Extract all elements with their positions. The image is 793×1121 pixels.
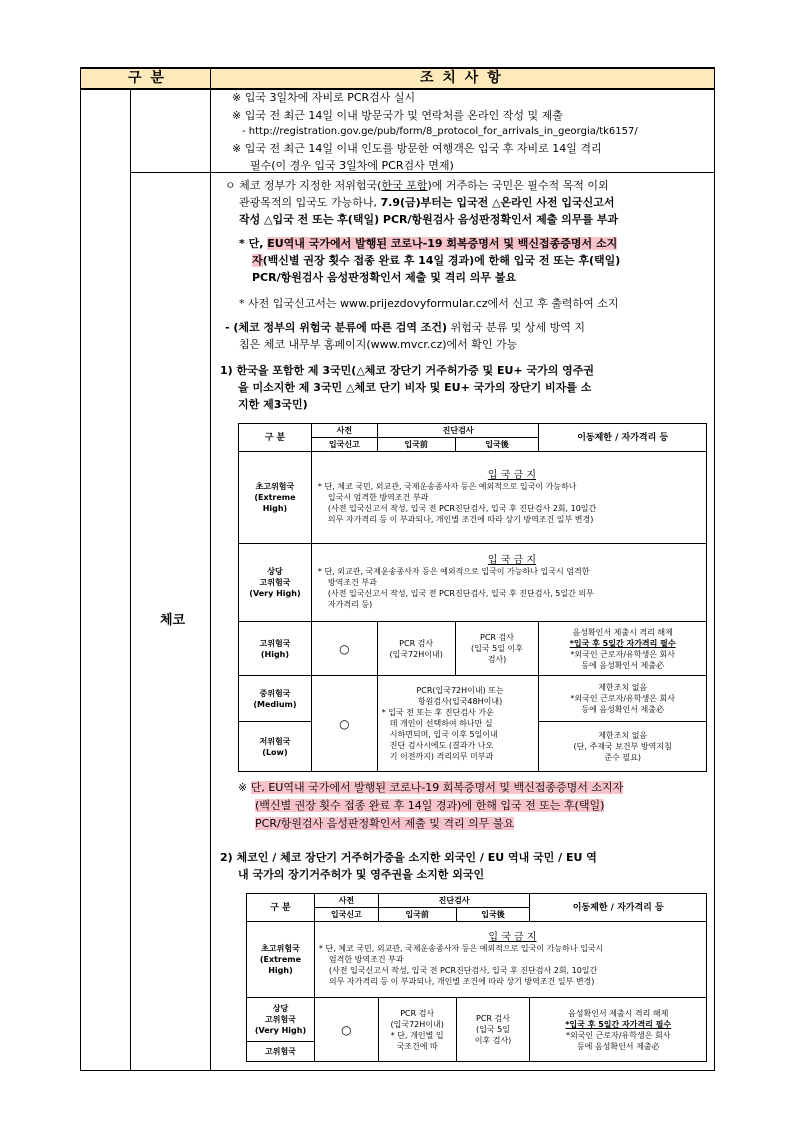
t1-h-pre2: 입국신고 xyxy=(311,438,377,452)
row-divider xyxy=(130,172,714,173)
georgia-url: - http://registration.gov.ge/pub/form/8_protocol_for_arrivals_in_georgia/tk6157/ xyxy=(242,126,638,137)
t2-h-diag: 진단검사 xyxy=(378,894,530,908)
t2-h-pre2: 입국신고 xyxy=(314,908,378,922)
header-col1: 구 분 xyxy=(128,70,166,86)
georgia-note-1: ※ 입국 3일차에 자비로 PCR검사 실시 xyxy=(232,91,416,104)
intro-line-2: 관광목적의 입국도 가능하나, 7.9(금)부터는 입국전 △온라인 사전 입국신고서 xyxy=(239,196,615,209)
t1-veryhigh-text: 입 국 금 지 * 단, 외교관, 국제운송종사자 등은 예외적으로 입국이 가능하나 입국시 엄격한 방역조건 부과 (사전 입국신고서 작성, 입국 전 PCR진단검사, 입국 후 진단검사, 5일간 의무 자가격리 등) xyxy=(311,544,706,622)
risk-line-1: - (체코 정부의 위험국 분류에 따른 검역 조건) 위험국 분류 및 상세 방역 지 xyxy=(225,321,585,334)
t2-veryhigh-label: 상당 고위험국 (Very High) xyxy=(247,998,315,1042)
t2-h-pre1: 사전 xyxy=(314,894,378,908)
t2-extreme-label: 초고위험국 (Extreme High) xyxy=(247,922,315,998)
frame-left xyxy=(80,67,81,1071)
section1-line-1: 1) 한국을 포함한 제 3국민(△체코 장단기 거주허가증 및 EU+ 국가의 영주권 xyxy=(220,364,595,377)
t2-after: PCR 검사 (입국 5일 이후 검사) xyxy=(456,998,530,1062)
t2-extreme-text: 입 국 금 지 * 단, 체코 국민, 외교관, 국제운송종사자 등은 예외적으로 입국이 가능하나 입국시 엄격한 방역조건 부과 (사전 입국신고서 작성, 입국 전 PCR진단검사, 입국 후 진단검사 2회, 10일간 의무 자가격리 등 이 부과되나, 개인별 조건에 따라 상기 방역조건 일부 변경) xyxy=(314,922,706,998)
t1-h-before: 입국前 xyxy=(377,438,455,452)
t1-h-gubun: 구 분 xyxy=(239,424,312,452)
t2-h-gubun: 구 분 xyxy=(247,894,315,922)
t1-high-before: PCR 검사 (입국72H이내) xyxy=(377,622,455,676)
col-divider xyxy=(210,67,211,1071)
t1-medium-move: 제한조치 없음 *외국인 근로자/유학생은 회사 등에 음성확인서 제출必 xyxy=(539,676,707,722)
t2-move: 음성확인서 제출시 격리 해제 *입국 후 5일간 자가격리 필수 *외국인 근로자/유학생은 회사 등에 음성확인서 제출必 xyxy=(530,998,707,1062)
risk-table-2 xyxy=(246,893,707,1062)
risk-table-1 xyxy=(238,423,707,772)
t2-h-before: 입국前 xyxy=(378,908,456,922)
exception-line-3: PCR/항원검사 음성판정확인서 제출 및 격리 의무 불요 xyxy=(252,271,517,284)
t1-high-after: PCR 검사 (입국 5일 이후 검사) xyxy=(455,622,539,676)
t2-high-label: 고위험국 xyxy=(247,1042,315,1062)
section1-line-2: 을 미소지한 제 3국민 △체코 단기 비자 및 EU+ 국가의 장단기 비자를 소 xyxy=(238,381,592,394)
frame-top xyxy=(80,67,715,69)
t1-h-move: 이동제한 / 자가격리 등 xyxy=(539,424,707,452)
intro-line-1: ㅇ 체코 정부가 지정한 저위험국(한국 포함)에 거주하는 국민은 필수적 목적 이외 xyxy=(225,179,609,192)
t1-veryhigh-label: 상당 고위험국 (Very High) xyxy=(239,544,312,622)
t1-medium-label: 중위험국 (Medium) xyxy=(239,676,312,722)
t1-low-move: 제한조치 없음 (단, 주재국 보건부 방역지침 준수 필요) xyxy=(539,722,707,772)
intro-line-3: 작성 △입국 전 또는 후(택일) PCR/항원검사 음성판정확인서 제출 의무를 부과 xyxy=(239,213,619,226)
t1-h-after: 입국後 xyxy=(455,438,539,452)
t1-low-label: 저위험국 (Low) xyxy=(239,722,312,772)
t1-ml-test: PCR(입국72H이내) 또는 항원검사(입국48H이내) * 입국 전 또는 후 진단검사 가운 데 개인이 선택하여 하나만 실 시하면되며, 입국 이후 5일이내 진단 검사시에도 (결과가 나오 기 이전까지) 격리의무 미부과 xyxy=(377,676,539,772)
risk-line-2: 침은 체코 내무부 홈페이지(www.mvcr.cz)에서 확인 가능 xyxy=(239,338,518,351)
georgia-note-3: ※ 입국 전 최근 14일 이내 인도를 방문한 여행객은 입국 후 자비로 14일 격리 xyxy=(232,142,602,155)
t1-extreme-label: 초고위험국 (Extreme High) xyxy=(239,452,312,544)
t1-ml-circle: ○ xyxy=(311,676,377,772)
note2-line-1: ※ 단, EU역내 국가에서 발행된 코로나-19 회복증명서 및 백신접종증명서 소지자 xyxy=(238,781,624,794)
t2-h-move: 이동제한 / 자가격리 등 xyxy=(530,894,707,922)
t2-h-after: 입국後 xyxy=(456,908,530,922)
country-czech: 체코 xyxy=(160,613,186,628)
exception-line-1: * 단, EU역내 국가에서 발행된 코로나-19 회복증명서 및 백신접종증명서 소지 xyxy=(239,237,618,250)
registration-note: * 사전 입국신고서는 www.prijezdovyformular.cz에서 신고 후 출력하여 소지 xyxy=(239,297,619,310)
header-bottom xyxy=(80,88,715,90)
section1-line-3: 지한 제3국민) xyxy=(238,398,308,411)
t1-high-label: 고위험국 (High) xyxy=(239,622,312,676)
t1-high-move: 음성확인서 제출시 격리 해제 *입국 후 5일간 자가격리 필수 *외국인 근로자/유학생은 회사 등에 음성확인서 제출必 xyxy=(539,622,707,676)
t2-circle: ○ xyxy=(314,998,378,1062)
t2-before: PCR 검사 (입국72H이내) * 단, 개인별 입 국조건에 따 xyxy=(378,998,456,1062)
frame-right xyxy=(714,67,715,1071)
section2-line-2: 내 국가의 장기거주허가 및 영주권을 소지한 외국인 xyxy=(238,868,485,881)
t1-h-diag: 진단검사 xyxy=(377,424,539,438)
header-col2: 조 치 사 항 xyxy=(420,70,503,86)
note2-line-3: PCR/항원검사 음성판정확인서 제출 및 격리 의무 불요 xyxy=(255,817,515,830)
section2-line-1: 2) 체코인 / 체코 장단기 거주허가증을 소지한 외국인 / EU 역내 국민 / EU 역 xyxy=(220,851,597,864)
georgia-note-4: 필수(이 경우 입국 3일차에 PCR검사 면제) xyxy=(250,159,454,172)
t1-high-circle: ○ xyxy=(311,622,377,676)
note2-line-2: (백신별 권장 횟수 접종 완료 후 14일 경과)에 한해 입국 전 또는 후(택일) xyxy=(255,799,605,812)
col-inner-divider xyxy=(130,88,131,1071)
frame-bottom xyxy=(80,1070,715,1071)
t1-extreme-text: 입 국 금 지 * 단, 체코 국민, 외교관, 국제운송종사자 등은 예외적으로 입국이 가능하나 입국시 엄격한 방역조건 부과 (사전 입국신고서 작성, 입국 전 PCR진단검사, 입국 후 진단검사 2회, 10일간 의무 자가격리 등 이 부과되나, 개인별 조건에 따라 상기 방역조건 일부 변경) xyxy=(311,452,706,544)
header-background xyxy=(80,68,714,89)
t1-h-pre1: 사전 xyxy=(311,424,377,438)
exception-line-2: 자(백신별 권장 횟수 접종 완료 후 14일 경과)에 한해 입국 전 또는 후(택일) xyxy=(252,254,621,267)
georgia-note-2: ※ 입국 전 최근 14일 이내 방문국가 및 연락처를 온라인 작성 및 제출 xyxy=(232,109,563,122)
